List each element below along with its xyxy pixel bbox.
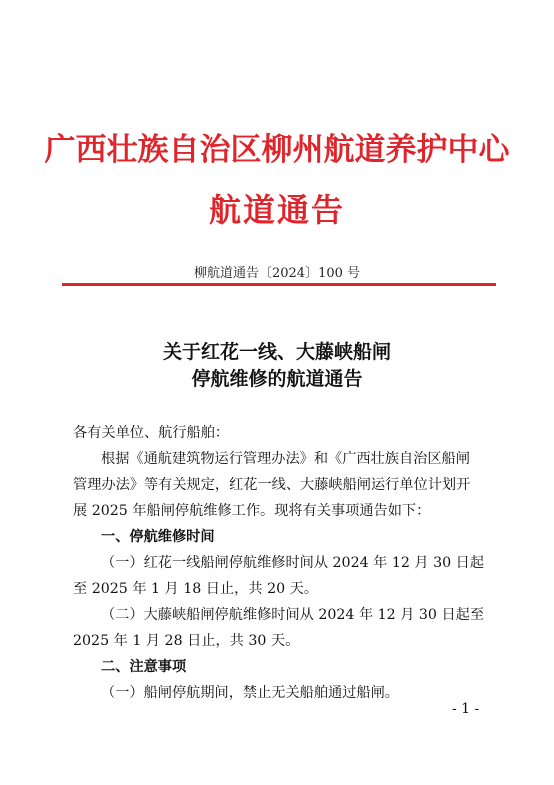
section1-item2-line-1: （二）大藤峡船闸停航维修时间从 2024 年 12 月 30 日起至 (101, 607, 485, 623)
section1-item1-line-1: （一）红花一线船闸停航维修时间从 2024 年 12 月 30 日起 (101, 555, 485, 571)
page-number: - 1 - (452, 701, 480, 717)
section-heading-1: 一、停航维修时间 (101, 529, 215, 545)
notice-title-line-1: 关于红花一线、大藤峡船闸 (162, 341, 391, 363)
red-divider-line (62, 283, 496, 286)
salutation: 各有关单位、航行船舶： (73, 425, 230, 441)
notice-body (73, 420, 491, 706)
intro-line-3: 展 2025 年船闸停航维修工作。现将有关事项通告如下： (73, 503, 431, 519)
section1-item1-line-2: 至 2025 年 1 月 18 日止，共 20 天。 (73, 581, 319, 597)
section-heading-2: 二、注意事项 (101, 659, 187, 675)
document-type: 航道通告 (208, 191, 345, 229)
intro-line-1: 根据《通航建筑物运行管理办法》和《广西壮族自治区船闸 (101, 451, 470, 467)
section1-item2-line-2: 2025 年 1 月 28 日止，共 30 天。 (73, 633, 300, 649)
notice-title-line-2: 停航维修的航道通告 (191, 368, 363, 390)
section2-item1: （一）船闸停航期间，禁止无关船舶通过船闸。 (101, 685, 399, 701)
document-number: 柳航道通告〔2024〕100 号 (193, 266, 361, 281)
intro-line-2: 管理办法》等有关规定，红花一线、大藤峡船闸运行单位计划开 (73, 477, 471, 493)
organization-name: 广西壮族自治区柳州航道养护中心 (44, 132, 510, 168)
